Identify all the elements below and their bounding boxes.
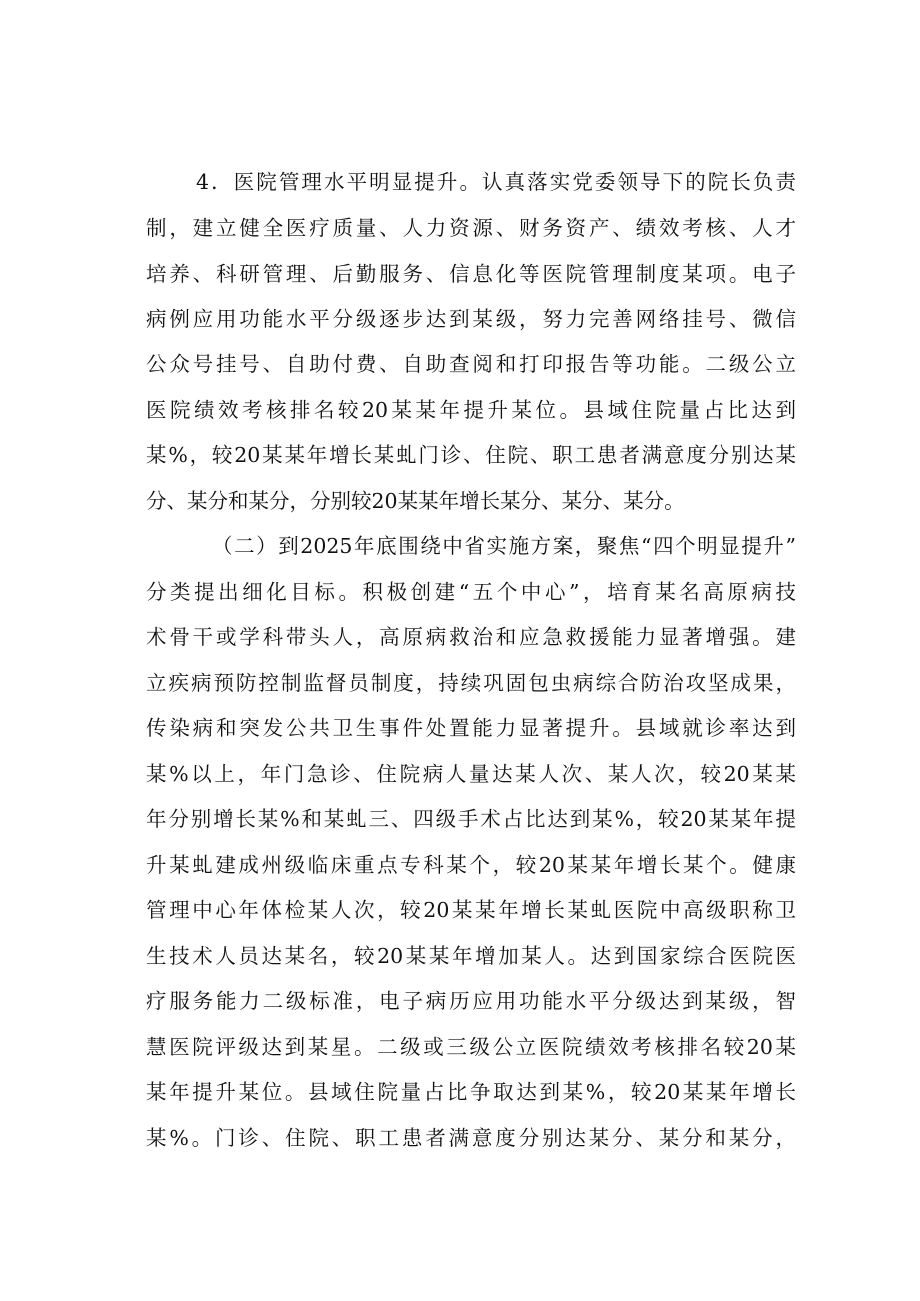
section-two-line-13: 某年提升某位。县域住院量占比争取达到某%，较20某某年增长: [146, 1080, 796, 1104]
section-two-line-14: 某%。门诊、住院、职工患者满意度分别达某分、某分和某分，: [146, 1126, 796, 1150]
section-two-line-6: 某%以上，年门急诊、住院病人量达某人次、某人次，较20某某: [146, 762, 796, 786]
section4-line-8: 分、某分和某分，分别较20某某年增长某分、某分、某分。: [146, 489, 685, 513]
section-two-line-7: 年分别增长某%和某虬三、四级手术占比达到某%，较20某某年提: [146, 807, 796, 831]
section4-line-7: 某%，较20某某年增长某虬门诊、住院、职工患者满意度分别达某: [146, 443, 796, 467]
section4-line-3: 培养、科研管理、后勤服务、信息化等医院管理制度某项。电子: [146, 262, 796, 286]
section-two-line-5: 传染病和突发公共卫生事件处置能力显著提升。县域就诊率达到: [146, 716, 796, 740]
section4-line-6: 医院绩效考核排名较20某某年提升某位。县域住院量占比达到: [146, 398, 796, 422]
section4-line-4: 病例应用功能水平分级逐步达到某级，努力完善网络挂号、微信: [146, 307, 796, 331]
section-two-line-1: （二）到2025年底围绕中省实施方案，聚焦“四个明显提升”: [212, 534, 796, 558]
section-two-line-12: 慧医院评级达到某星。二级或三级公立医院绩效考核排名较20某: [146, 1035, 796, 1059]
section4-line-1: 4．医院管理水平明显提升。认真落实党委领导下的院长负责: [196, 170, 796, 194]
section4-line-2: 制，建立健全医疗质量、人力资源、财务资产、绩效考核、人才: [146, 216, 796, 240]
section-two-line-9: 管理中心年体检某人次，较20某某年增长某虬医院中高级职称卫: [146, 898, 796, 922]
section-two-line-8: 升某虬建成州级临床重点专科某个，较20某某年增长某个。健康: [146, 853, 796, 877]
section-two-line-4: 立疾病预防控制监督员制度，持续巩固包虫病综合防治攻坚成果，: [146, 671, 796, 695]
section4-line-5: 公众号挂号、自助付费、自助查阅和打印报告等功能。二级公立: [146, 352, 796, 376]
section-two-line-10: 生技术人员达某名，较20某某年增加某人。达到国家综合医院医: [146, 944, 796, 968]
section-two-line-11: 疗服务能力二级标准，电子病历应用功能水平分级达到某级，智: [146, 989, 796, 1013]
section-two-line-2: 分类提出细化目标。积极创建“五个中心”，培育某名高原病技: [146, 580, 796, 604]
section-two-line-3: 术骨干或学科带头人，高原病救治和应急救援能力显著增强。建: [146, 625, 796, 649]
